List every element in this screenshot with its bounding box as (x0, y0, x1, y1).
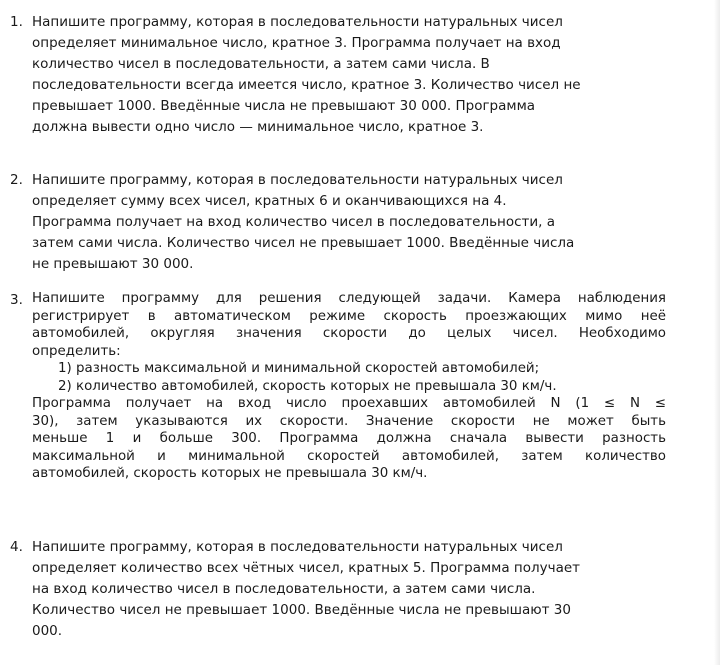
task-1-line: определяет минимальное число, кратное 3. Программа получает на вход (32, 35, 561, 51)
page-edge-shadow (714, 0, 720, 665)
task-3-line: максимальной и минимальной скоростей автомобилей, затем количество (32, 448, 666, 464)
task-1-text (32, 12, 581, 138)
task-4-text (32, 537, 580, 642)
task-1-line: последовательности всегда имеется число, кратное 3. Количество чисел не (32, 77, 581, 93)
task-3-line: меньше 1 и больше 300. Программа должна сначала вывести разность (32, 431, 666, 446)
task-4-line: Напишите программу, которая в последовательности натуральных чисел (32, 539, 563, 555)
task-4-line: определяет количество всех чётных чисел, кратных 5. Программа получает (32, 560, 581, 576)
task-3-line: Программа получает на вход число проехавших автомобилей N (1 ≤ N ≤ (32, 396, 666, 411)
task-2-line: затем сами числа. Количество чисел не превышает 1000. Введённые числа (32, 235, 575, 251)
task-2-line: Напишите программу, которая в последовательности натуральных чисел (32, 172, 563, 188)
task-3-line: автомобилей, скорость которых не превышала 30 км/ч. (32, 466, 428, 481)
task-2-line: Программа получает на вход количество чисел в последовательности, а (32, 214, 556, 230)
task-2-line: определяет сумму всех чисел, кратных 6 и оканчивающихся на 4. (32, 193, 507, 209)
task-1-line: количество чисел в последовательности, а затем сами числа. В (32, 56, 490, 72)
task-1-line: должна вывести одно число — минимальное число, кратное 3. (32, 119, 484, 135)
task-4-line: Количество чисел не превышает 1000. Введённые числа не превышают 30 (32, 602, 571, 618)
task-1-line: превышает 1000. Введённые числа не превышают 30 000. Программа (32, 98, 536, 114)
task-1-number: 1. (10, 14, 23, 30)
task-3-text (32, 290, 666, 483)
task-2-number: 2. (10, 172, 23, 188)
task-3-line: определить: (32, 343, 121, 359)
task-4-number: 4. (10, 539, 23, 555)
task-2-line: не превышают 30 000. (32, 256, 194, 272)
task-3-number: 3. (10, 292, 23, 308)
task-4-line: на вход количество чисел в последовательности, а затем сами числа. (32, 581, 536, 597)
task-3-line: Напишите программу для решения следующей задачи. Камера наблюдения (32, 291, 666, 306)
task-3-line: 30), затем указываются их скорости. Значение скорости не может быть (32, 413, 666, 429)
task-3-line: регистрирует в автоматическом режиме скорость проезжающих мимо неё (32, 308, 666, 324)
task-4-line: 000. (32, 623, 63, 639)
task-3-line: автомобилей, округляя значения скорости до целых чисел. Необходимо (32, 326, 666, 341)
task-1-line: Напишите программу, которая в последовательности натуральных чисел (32, 14, 563, 30)
task-3-list-item: 1) разность максимальной и минимальной скоростей автомобилей; (58, 361, 540, 376)
task-2-text (32, 170, 574, 275)
task-3-list-item: 2) количество автомобилей, скорость которых не превышала 30 км/ч. (58, 378, 557, 394)
